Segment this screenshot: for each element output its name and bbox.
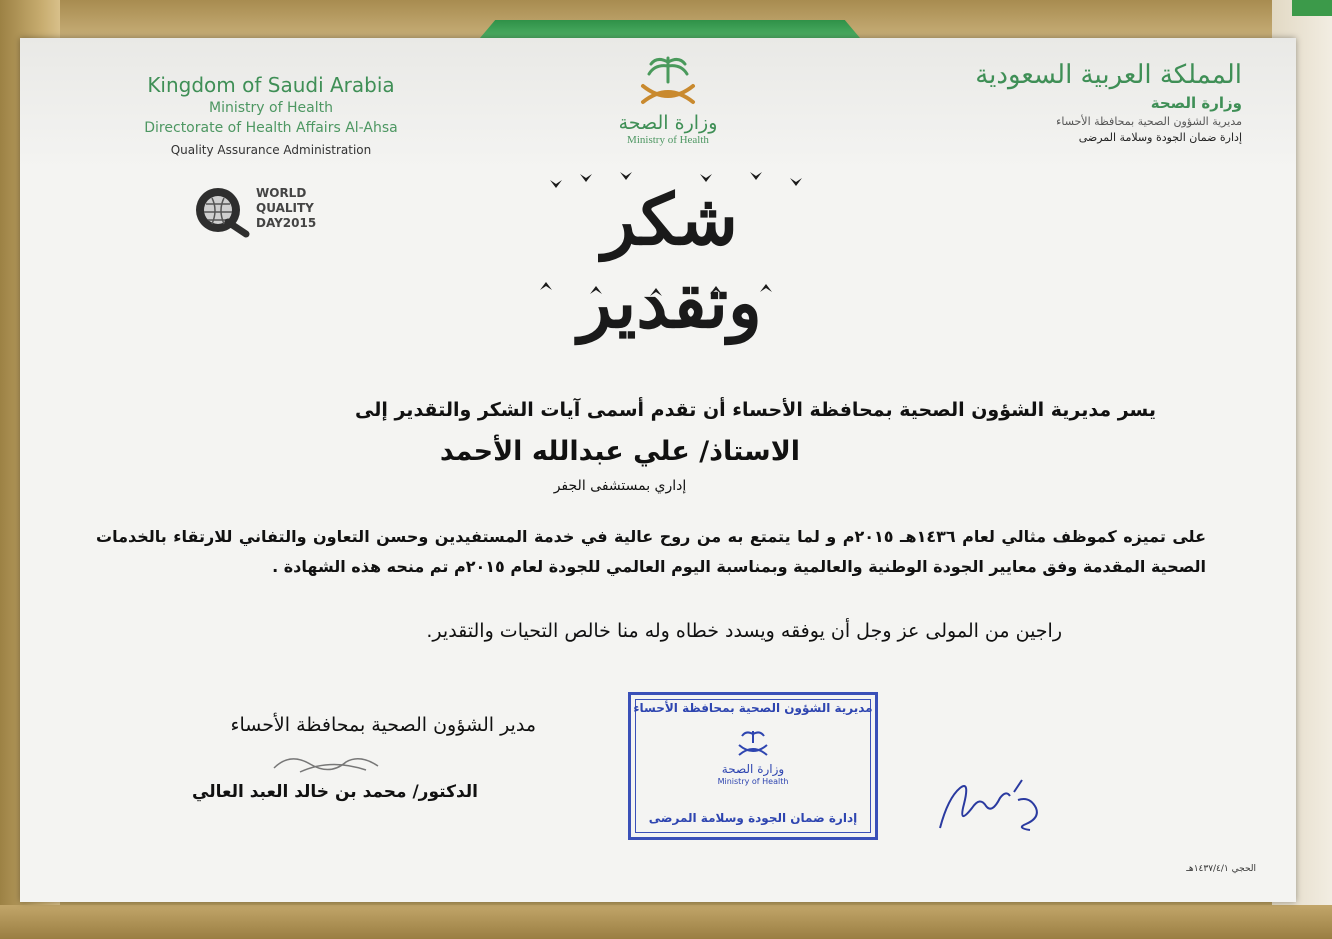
intro-text: يسر مديرية الشؤون الصحية بمحافظة الأحساء أن تقدم أسمى آيات الشكر والتقدير إلى xyxy=(355,399,1156,421)
signatory-title: مدير الشؤون الصحية بمحافظة الأحساء xyxy=(230,714,536,736)
world-quality-day-logo xyxy=(190,184,330,238)
signatory-signature xyxy=(270,744,390,778)
wqd-text xyxy=(256,186,316,231)
footer-date: الحجي ١٤٣٧/٤/١هـ xyxy=(1186,864,1256,874)
en-ministry: Ministry of Health xyxy=(209,100,333,116)
ar-kingdom: المملكة العربية السعودية xyxy=(975,60,1242,90)
wqd-line3: DAY2015 xyxy=(256,216,317,230)
honoree-name: الاستاذ/ علي عبدالله الأحمد xyxy=(439,436,801,467)
certificate xyxy=(20,38,1296,902)
en-directorate: Directorate of Health Affairs Al-Ahsa xyxy=(144,120,398,136)
ar-ministry: وزارة الصحة xyxy=(1150,94,1242,112)
certificate-title: شكر وتقدير xyxy=(578,178,762,344)
ar-directorate: مديرية الشؤون الصحية بمحافظة الأحساء xyxy=(1056,115,1242,128)
green-corner xyxy=(1292,0,1332,16)
green-band xyxy=(480,20,860,38)
calligraphy-title xyxy=(510,160,830,344)
stamp-top-text: مديرية الشؤون الصحية بمحافظة الأحساء xyxy=(633,701,873,715)
honoree-position: إداري بمستشفى الجفر xyxy=(553,478,687,494)
ministry-logo xyxy=(598,52,738,146)
arabic-header xyxy=(922,58,1242,146)
ar-qa-admin: إدارة ضمان الجودة وسلامة المرضى xyxy=(1078,131,1242,144)
logo-english: Ministry of Health xyxy=(627,134,709,146)
stamp-bottom-text: إدارة ضمان الجودة وسلامة المرضى xyxy=(648,811,858,825)
palm-swords-icon xyxy=(633,52,703,108)
english-header xyxy=(106,72,436,160)
reason-text: على تميزه كموظف مثالي لعام ١٤٣٦هـ ٢٠١٥م و لما يتمتع به من روح عالية في خدمة المستفيدين وحسن التعاون والتفاني للارتقاء بالخدمات الصحية المقدمة وفق معايير الجودة الوطنية والعالمية وبمناسبة اليوم العالمي للجودة لعام ٢٠١٥م تم منحه هذه الشهادة . xyxy=(96,527,1207,576)
stamp-logo xyxy=(631,729,875,787)
stamp-logo-english: Ministry of Health xyxy=(717,777,789,786)
logo-arabic: وزارة الصحة xyxy=(618,112,718,134)
en-kingdom: Kingdom of Saudi Arabia xyxy=(147,73,395,97)
official-stamp xyxy=(628,692,878,840)
frame-bottom xyxy=(0,905,1332,939)
wqd-line1: WORLD xyxy=(256,186,307,200)
globe-q-icon xyxy=(190,184,252,238)
stamp-emblem-icon xyxy=(733,729,773,757)
handwritten-signature xyxy=(930,768,1060,840)
signatory-name: الدكتور/ محمد بن خالد العبد العالي xyxy=(192,782,478,802)
wish-text: راجين من المولى عز وجل أن يوفقه ويسدد خطاه وله منا خالص التحيات والتقدير. xyxy=(426,620,1062,642)
en-qa-admin: Quality Assurance Administration xyxy=(170,143,372,157)
wqd-line2: QUALITY xyxy=(256,201,314,215)
stamp-logo-arabic: وزارة الصحة xyxy=(721,762,785,776)
